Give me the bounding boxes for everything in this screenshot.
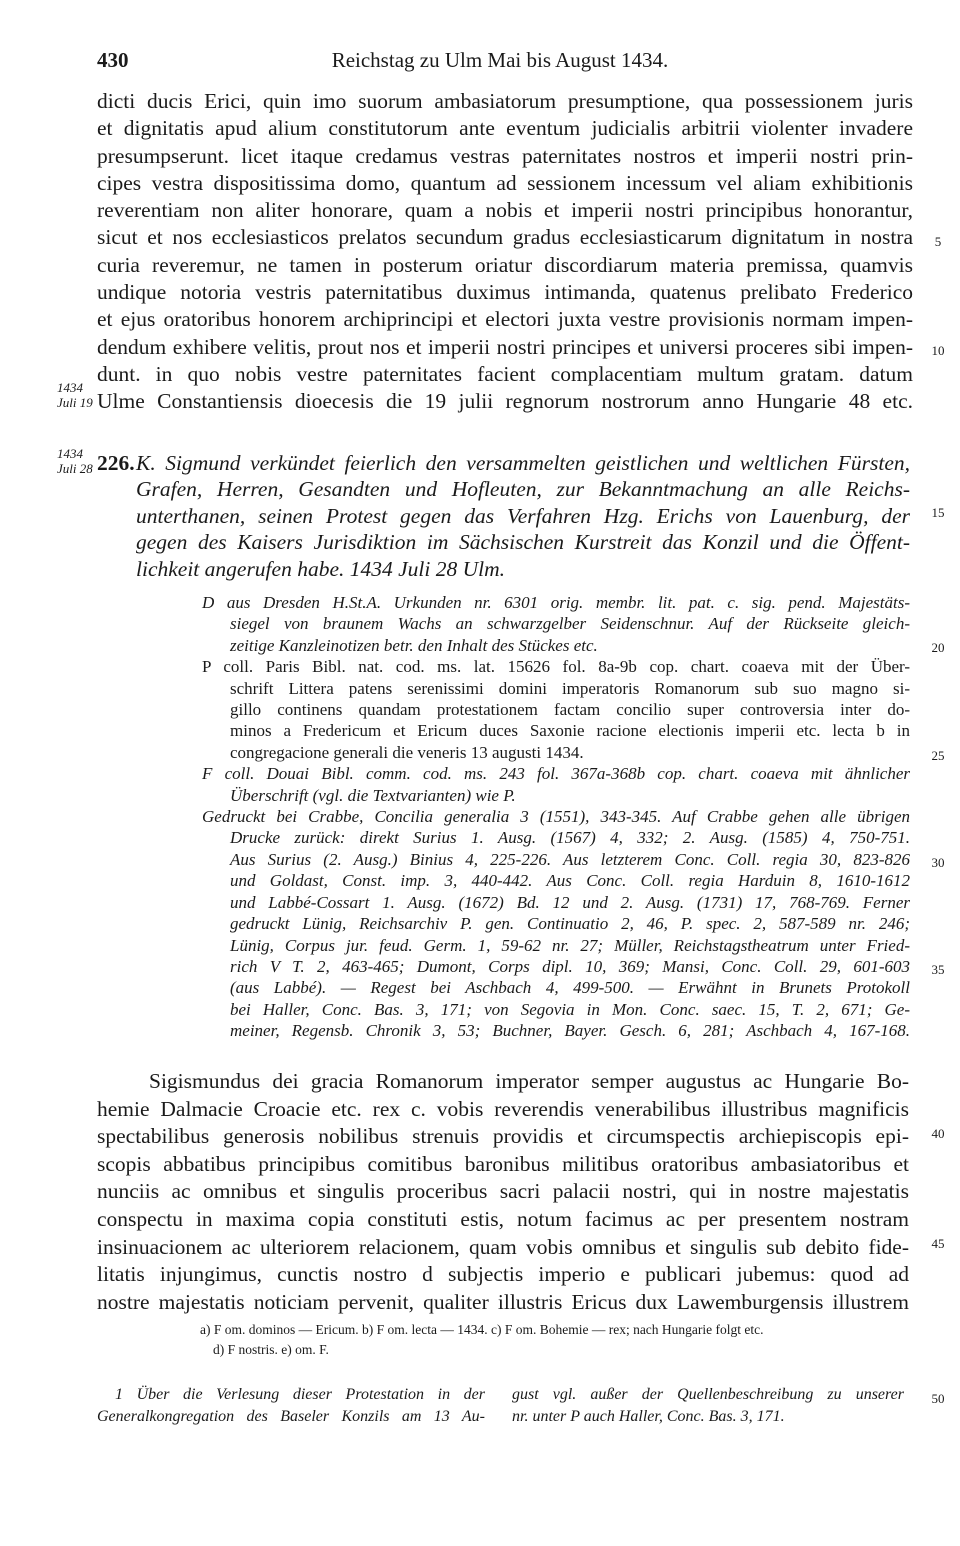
text-line: litatis injungimus, cunctis nostro d subjectis imperio e publicari jubemus: quod ad (97, 1262, 909, 1287)
source-line: und Labbé-Cossart 1. Ausg. (1672) Bd. 12 und 2. Ausg. (1731) 17, 768-769. Ferner (230, 892, 910, 912)
text-line: spectabilibus generosis nobilibus strenuis providis et circumspectis archiepiscopis epi- (97, 1124, 909, 1149)
source-line: rich V T. 2, 463-465; Dumont, Corps dipl. 10, 369; Mansi, Conc. Coll. 29, 601-603 (230, 956, 910, 976)
text-line: hemie Dalmacie Croacie etc. rex c. vobis reverendis venerabilibus illustribus magnificis (97, 1096, 909, 1121)
source-line: gillo continens quandam protestationem factam concilio super controversia inter do- (230, 700, 910, 720)
line-number: 5 (934, 234, 942, 249)
line-number: 20 (931, 640, 945, 655)
line-number: 30 (931, 855, 945, 870)
text-line: cipes vestra dispositissima domo, quantum ad sessionem incessum vel aliam exhibitionis (97, 170, 913, 195)
source-line: congregacione generali die veneris 13 augusti 1434. (230, 742, 584, 762)
source-line: Lünig, Corpus jur. feud. Germ. 1, 59-62 nr. 27; Müller, Reichstagstheatrum unter Fried- (230, 935, 910, 955)
text-line: nostre majestatis noticiam pervenit, qualiter illustris Ericus dux Lawemburgensis illustrem (97, 1289, 909, 1314)
source-line: Drucke zurück: direkt Surius 1. Ausg. (1567) 4, 332; 2. Ausg. (1585) 4, 750-751. (230, 828, 910, 848)
variant-notes (200, 1320, 910, 1360)
regest-line: gegen des Kaisers Jurisdiktion im Sächsischen Kurstreit das Konzil und die Öffent- (136, 530, 910, 555)
text-line: undique notoria vestris paternitatibus duximus intimanda, quatenus prelibato Frederico (97, 280, 913, 305)
line-number: 40 (931, 1126, 945, 1141)
source-line: siegel von braunem Wachs an schwarzgelber Seidenschnur. Auf der Rückseite gleich- (230, 614, 910, 634)
regest-line: lichkeit angerufen habe. 1434 Juli 28 Ulm. (136, 556, 506, 581)
line-number: 10 (931, 343, 945, 358)
source-description (202, 592, 910, 1042)
source-line: meiner, Regensb. Chronik 3, 53; Buchner, Bayer. Gesch. 6, 281; Aschbach 4, 167-168. (230, 1021, 910, 1041)
variant-note-line: d) F nostris. e) om. F. (213, 1342, 329, 1357)
text-line: dunt. in quo nobis vestre paternitates facient complacentiam multum gratam. datum (97, 361, 913, 386)
page-number: 430 (97, 48, 129, 72)
source-line: D aus Dresden H.St.A. Urkunden nr. 6301 orig. membr. lit. pat. c. sig. pend. Majestäts- (202, 593, 910, 612)
text-line: Sigismundus dei gracia Romanorum imperator semper augustus ac Hungarie Bo- (149, 1069, 909, 1093)
footnote-right (512, 1384, 904, 1427)
source-line: Aus Surius (2. Ausg.) Binius 4, 225-226. Aus letzterem Conc. Coll. regia 30, 823-826 (230, 849, 910, 869)
footnote-line: nr. unter P auch Haller, Conc. Bas. 3, 171. (512, 1407, 785, 1425)
main-text-block (97, 1068, 909, 1316)
line-number: 50 (931, 1391, 945, 1406)
text-line: dendum exhibere velitis, prout nos et imperii nostri principes et universi proceres sibi impen- (97, 334, 913, 359)
source-line: (aus Labbé). — Regest bei Aschbach 4, 499-500. — Erwähnt in Brunets Protokoll (230, 978, 910, 998)
text-line: scopis abbatibus principibus comitibus baronibus militibus oratoribus ambasiatoribus et (97, 1151, 909, 1176)
margin-date-year: 1434 (57, 446, 83, 461)
text-line: presumpserunt. licet itaque credamus vestras paternitates nostros et imperii nostri prin- (97, 143, 913, 168)
line-number: 35 (931, 962, 945, 977)
margin-date-day: Juli 19 (57, 395, 93, 410)
document-number: 226. (97, 451, 135, 475)
text-line: sicut et nos ecclesiasticos prelatos secundum gradus ecclesiasticarum dignitatum in nostra (97, 225, 913, 250)
margin-date-day: Juli 28 (57, 461, 93, 476)
text-line: dicti ducis Erici, quin imo suorum ambasiatorum presumptione, qua possessionem juris (97, 89, 913, 113)
text-line: curia reveremur, ne tamen in posterum oriatur discordiarum materia premissa, quamvis (97, 252, 913, 277)
text-line: insinuacionem ac ulteriorem relacionem, quam vobis omnibus et singulis sub debito fide- (97, 1234, 909, 1259)
footnote-left (97, 1384, 485, 1427)
margin-date-year: 1434 (57, 380, 83, 395)
source-line: Gedruckt bei Crabbe, Concilia generalia 3 (1551), 343-345. Auf Crabbe gehen alle übrigen (202, 807, 910, 827)
source-line: und Goldast, Const. imp. 3, 440-442. Aus Conc. Coll. regia Harduin 8, 1610-1612 (230, 871, 910, 891)
text-line: et ejus oratoribus honorem archiprincipi et electori juxta vestre provisionis normam impen- (97, 307, 913, 332)
regest-heading (97, 450, 910, 582)
line-number: 45 (931, 1236, 945, 1251)
source-line: schrift Littera patens serenissimi domini imperatoris Romanorum sub suo magno si- (230, 678, 910, 698)
variant-note-line: a) F om. dominos — Ericum. b) F om. lecta — 1434. c) F om. Bohemie — rex; nach Hungarie folgt etc. (200, 1322, 764, 1337)
footnote-line: gust vgl. außer der Quellenbeschreibung zu unserer (512, 1386, 904, 1403)
margin-date (57, 446, 93, 476)
source-line: zeitige Kanzleinotizen betr. den Inhalt des Stückes etc. (230, 635, 598, 655)
running-title: Reichstag zu Ulm Mai bis August 1434. (331, 48, 669, 72)
text-line: reverentiam non aliter honorare, quam a nobis et imperii nostri principibus honorantur, (97, 198, 913, 223)
regest-line: unterthanen, seinen Protest gegen das Verfahren Hzg. Erichs von Lauenburg, der (136, 503, 910, 528)
source-line: minos a Fredericum et Ericum duces Saxonie racione electionis imperii etc. lecta b in (230, 721, 910, 741)
regest-line: Grafen, Herren, Gesandten und Hofleuten, zur Bekanntmachung an alle Reichs- (136, 477, 910, 502)
margin-date (57, 380, 93, 410)
line-number: 25 (931, 748, 945, 763)
footnote-line: 1 Über die Verlesung dieser Protestation in der (115, 1386, 485, 1403)
text-line: nunciis ac omnibus et singulis proceribus sacri palacii nostri, qui in nostre majestatis (97, 1179, 909, 1204)
source-line: gedruckt Lünig, Reichsarchiv P. gen. Continuatio 2, 46, P. spec. 2, 587-589 nr. 246; (230, 914, 910, 934)
regest-line: K. Sigmund verkündet feierlich den versammelten geistlichen und weltlichen Fürsten, (136, 451, 910, 475)
page-header (97, 48, 903, 78)
top-text-block (97, 88, 913, 416)
source-line: P coll. Paris Bibl. nat. cod. ms. lat. 15626 fol. 8a-9b cop. chart. coaeva mit der Über- (202, 657, 910, 677)
source-line: F coll. Douai Bibl. comm. cod. ms. 243 fol. 367a-368b cop. chart. coaeva mit ähnlicher (202, 764, 910, 784)
text-line: et dignitatis apud alium constitutorum ante eventum judicialis arbitrii violenter invadere (97, 116, 913, 141)
source-line: bei Haller, Conc. Bas. 3, 171; von Segovia in Mon. Conc. saec. 15, T. 2, 671; Ge- (230, 999, 910, 1019)
text-line: Ulme Constantiensis dioecesis die 19 julii regnorum nostrorum anno Hungarie 48 etc. (97, 389, 913, 414)
source-line: Überschrift (vgl. die Textvarianten) wie P. (230, 785, 516, 805)
footnote-line: Generalkongregation des Baseler Konzils am 13 Au- (97, 1407, 485, 1425)
text-line: conspectu in maxima copia constituti estis, notum facimus ac per presentem nostram (97, 1206, 909, 1231)
line-number: 15 (931, 505, 945, 520)
